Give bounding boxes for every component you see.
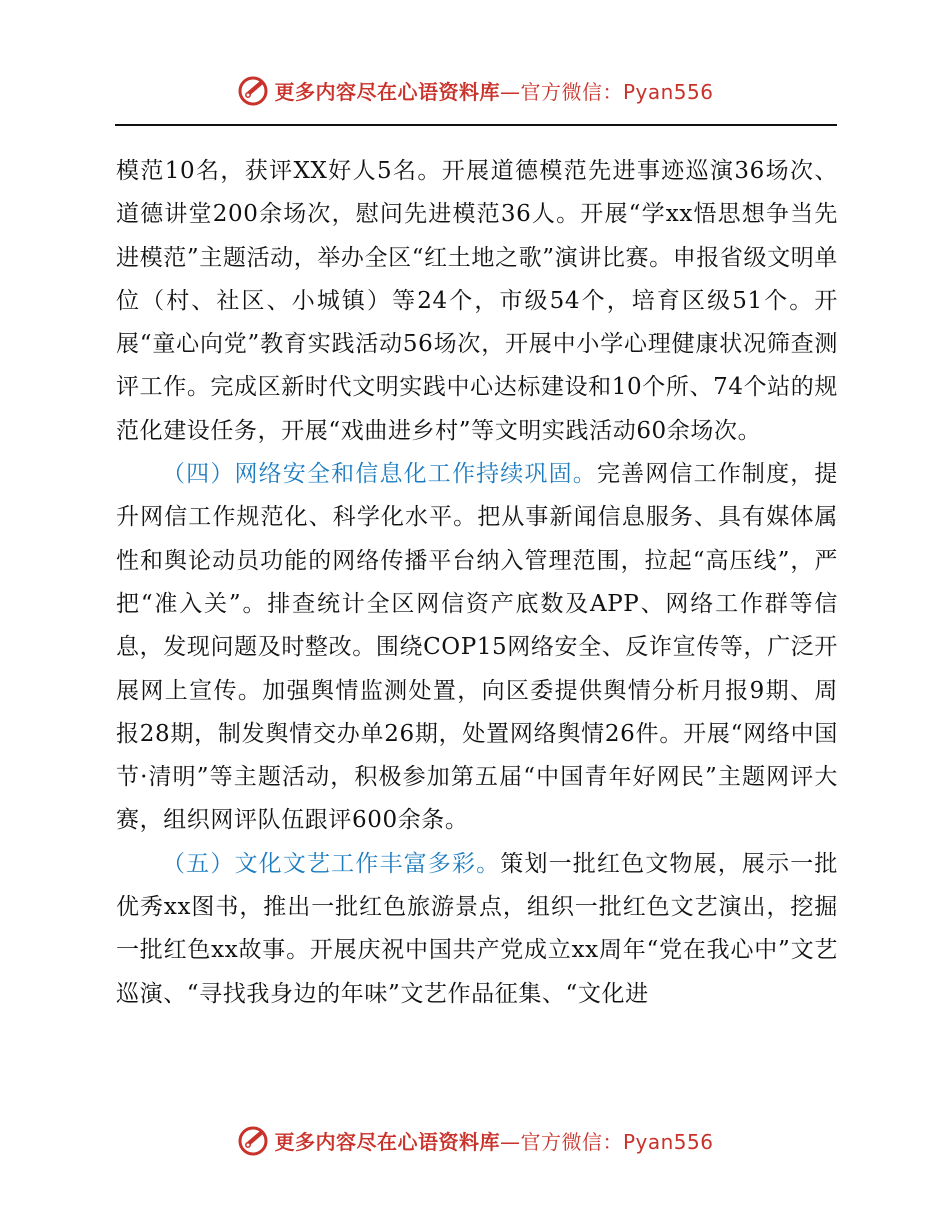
footer-banner-dash: —	[499, 1129, 521, 1154]
header-banner	[0, 70, 950, 110]
section-heading-4: （四）网络安全和信息化工作持续巩固。	[162, 461, 597, 488]
footer-banner-tail: 官方微信：Pyan556	[520, 1129, 714, 1154]
footer-banner	[0, 1120, 950, 1160]
header-banner-main: 更多内容尽在心语资料库	[274, 79, 500, 104]
brand-logo-icon	[236, 1123, 270, 1157]
header-banner-text	[274, 76, 713, 105]
paragraph-3-text: 策划一批红色文物展，展示一批优秀xx图书，推出一批红色旅游景点，组织一批红色文艺演出，挖掘一批红色xx故事。开展庆祝中国共产党成立xx周年“党在我心中”文艺巡演、“寻找我身边的年味”文艺作品征集、“文化进	[116, 850, 838, 1007]
header-divider	[115, 124, 837, 126]
footer-banner-main: 更多内容尽在心语资料库	[274, 1129, 500, 1154]
paragraph-3	[116, 843, 838, 1016]
brand-logo-icon	[236, 73, 270, 107]
section-heading-5: （五）文化文艺工作丰富多彩。	[162, 850, 501, 877]
document-body	[116, 150, 838, 1016]
header-banner-tail: 官方微信：Pyan556	[520, 79, 714, 104]
paragraph-1: 模范10名，获评XX好人5名。开展道德模范先进事迹巡演36场次、道德讲堂200余场次，慰问先进模范36人。开展“学xx悟思想争当先进模范”主题活动，举办全区“红土地之歌”演讲比赛。申报省级文明单位（村、社区、小城镇）等24个，市级54个，培育区级51个。开展“童心向党”教育实践活动56场次，开展中小学心理健康状况筛查测评工作。完成区新时代文明实践中心达标建设和10个所、74个站的规范化建设任务，开展“戏曲进乡村”等文明实践活动60余场次。	[116, 158, 838, 444]
paragraph-2	[116, 453, 838, 843]
footer-banner-text	[274, 1126, 713, 1155]
paragraph-2-text: 完善网信工作制度，提升网信工作规范化、科学化水平。把从事新闻信息服务、具有媒体属性和舆论动员功能的网络传播平台纳入管理范围，拉起“高压线”，严把“准入关”。排查统计全区网信资产底数及APP、网络工作群等信息，发现问题及时整改。围绕COP15网络安全、反诈宣传等，广泛开展网上宣传。加强舆情监测处置，向区委提供舆情分析月报9期、周报28期，制发舆情交办单26期，处置网络舆情26件。开展“网络中国节·清明”等主题活动，积极参加第五届“中国青年好网民”主题网评大赛，组织网评队伍跟评600余条。	[116, 461, 838, 834]
header-banner-dash: —	[499, 79, 521, 104]
